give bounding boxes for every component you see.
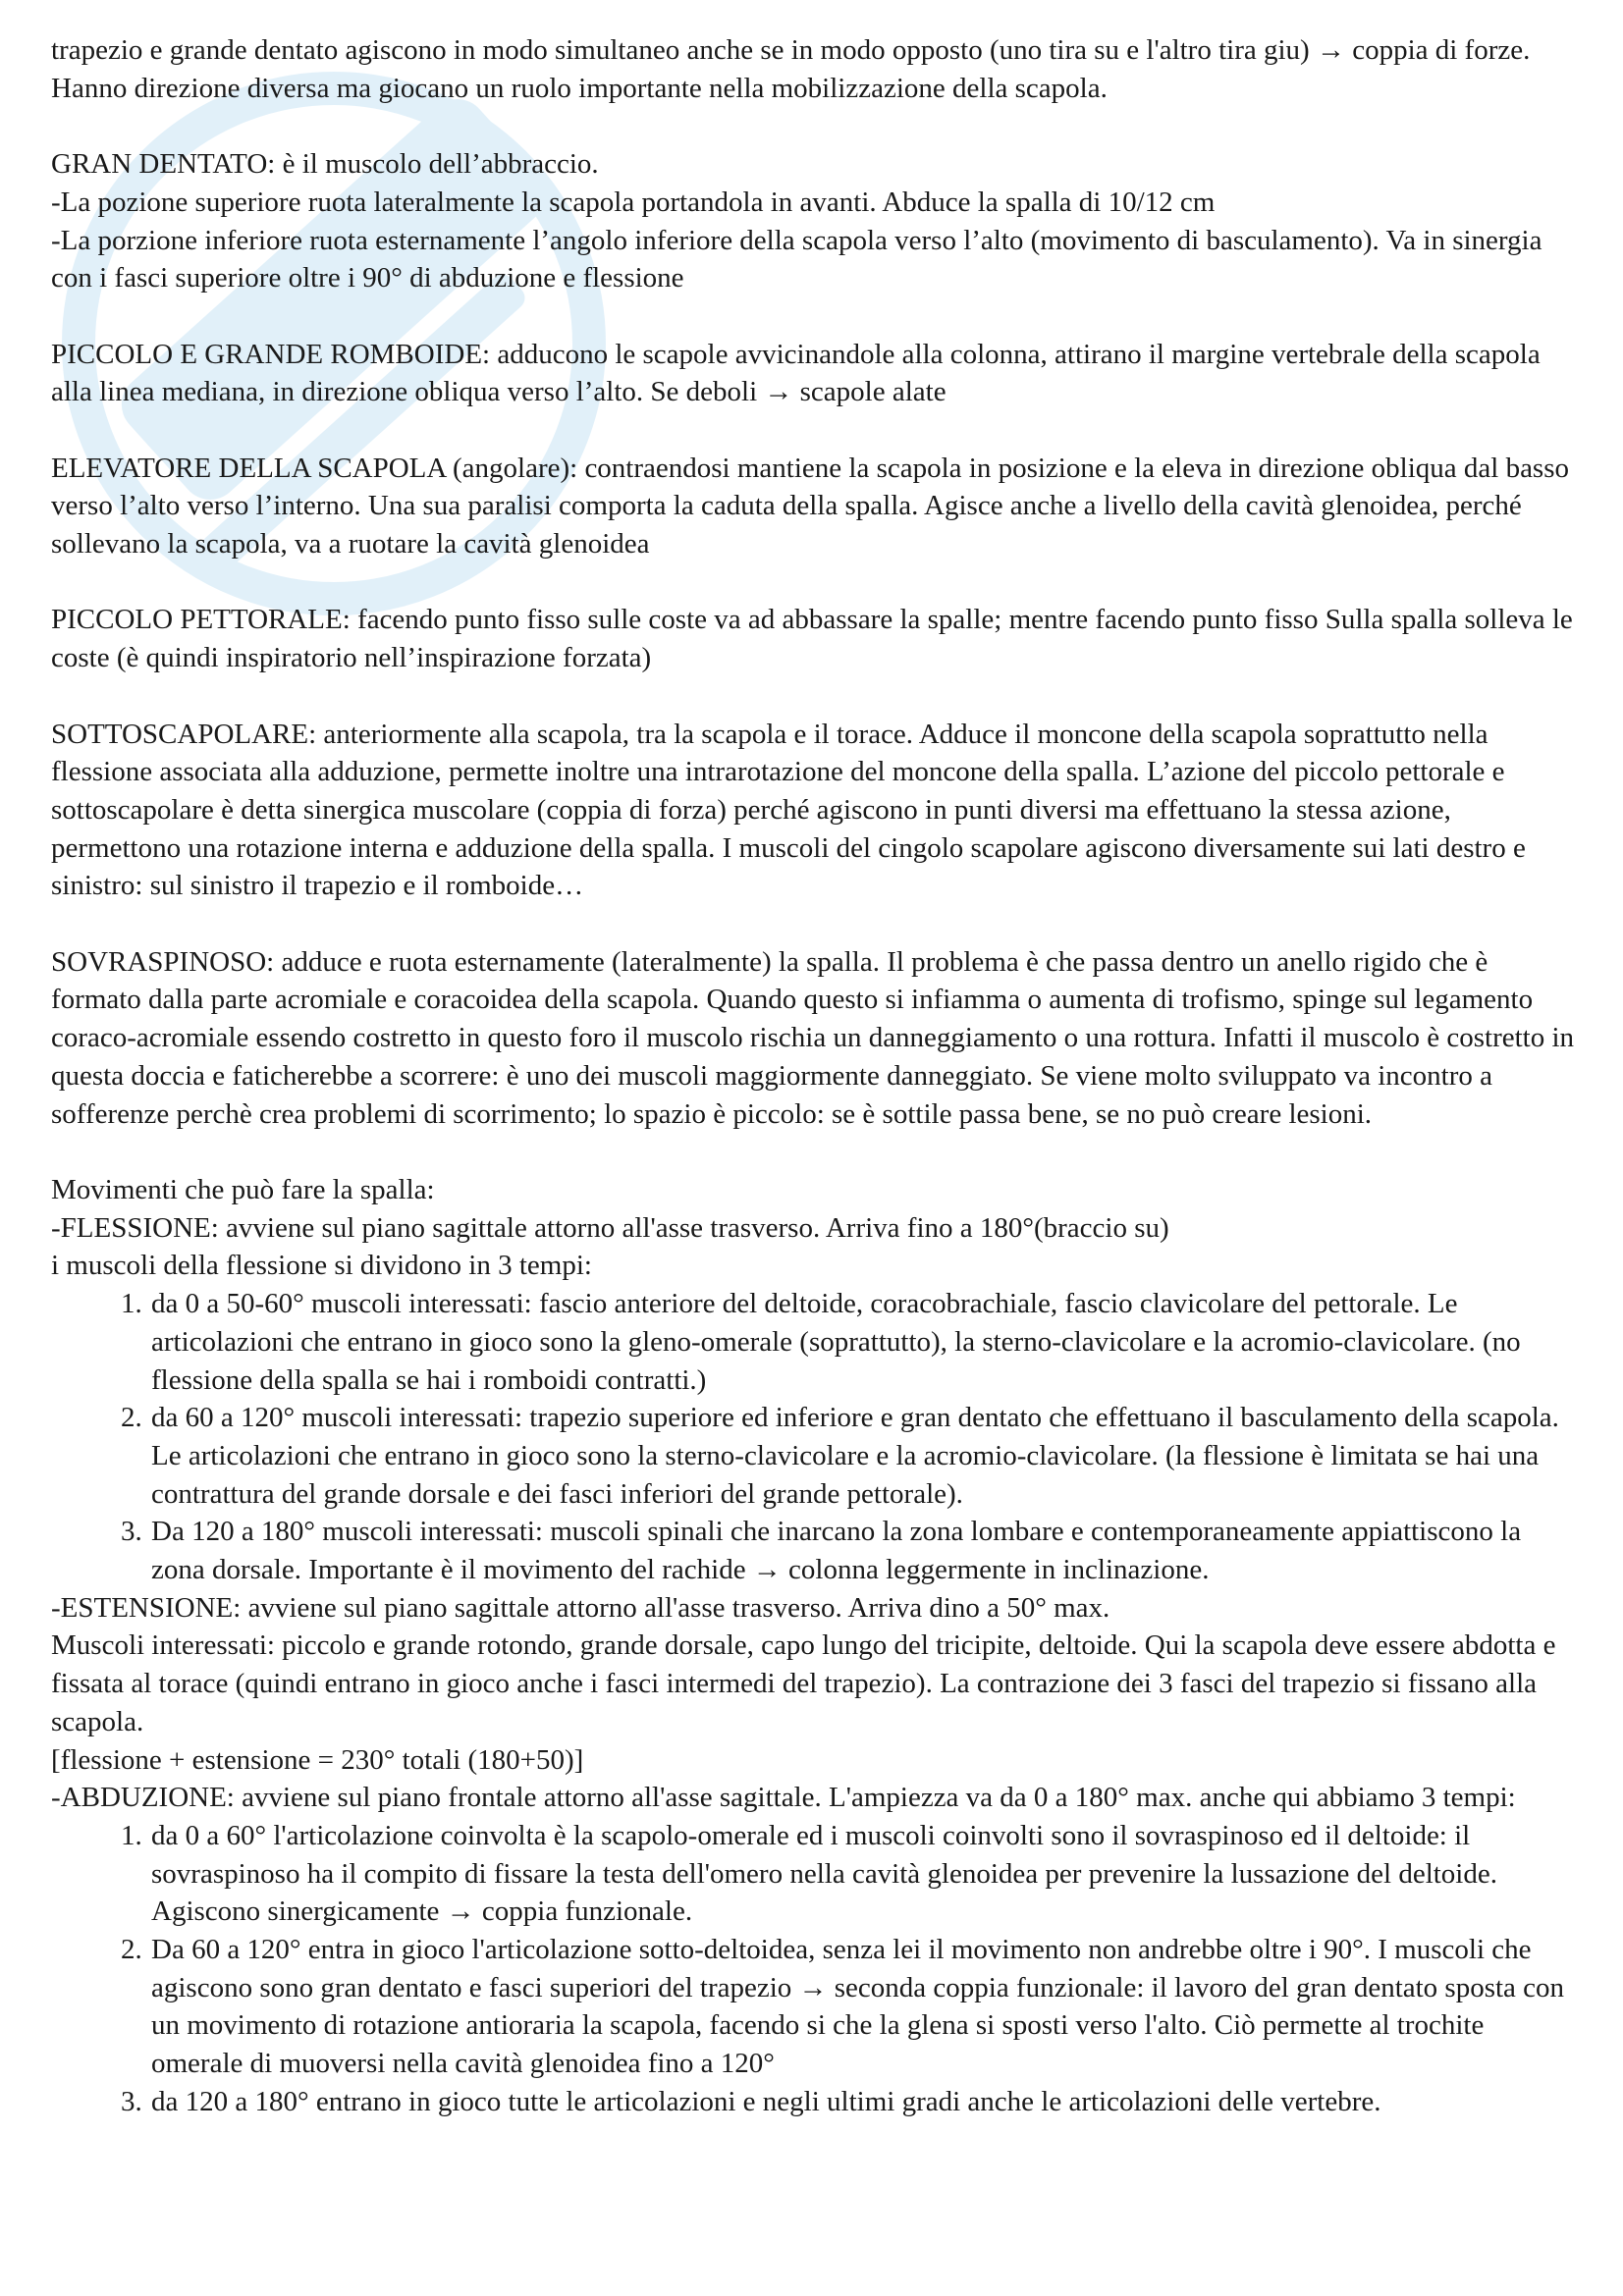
list-item: 1. da 0 a 50-60° muscoli interessati: fascio anteriore del deltoide, coracobrachiale, fascio clavicolare del pettorale. Le articolazioni che entrano in gioco sono la gleno-omerale (soprattutto), la sterno-clavicolare e la acromio-clavicolare. (no flessione della spalla se hai i romboidi contratti.) [149, 1285, 1580, 1399]
gran-dentato-line-2: -La porzione inferiore ruota esternamente l’angolo inferiore della scapola verso l’alto (movimento di basculamento). Va in sinergia con i fasci superiore oltre i 90° di abduzione e flessione [51, 224, 1542, 294]
intro-paragraph: trapezio e grande dentato agiscono in modo simultaneo anche se in modo opposto (uno tira su e l'altro tira giu) → coppia di forze. Hanno direzione diversa ma giocano un ruolo importante nella mobilizzazione della scapola. [51, 34, 1531, 104]
sottoscapolare-paragraph: SOTTOSCAPOLARE: anteriormente alla scapola, tra la scapola e il torace. Adduce il moncone della scapola soprattutto nella flessione associata alla adduzione, permette inoltre una intrarotazione del moncone della spalla. L’azione del piccolo pettorale e sottoscapolare è detta sinergica muscolare (coppia di forza) perché agiscono in punti diversi ma effettuano la stessa azione, permettono una rotazione interna e adduzione della spalla. I muscoli del cingolo scapolare agiscono diversamente sui lati destro e sinistro: sul sinistro il trapezio e il romboide… [51, 718, 1526, 902]
list-item: 3. Da 120 a 180° muscoli interessati: muscoli spinali che inarcano la zona lombare e contemporaneamente appiattiscono la zona dorsale. Importante è il movimento del rachide → colonna leggermente in inclinazione. [149, 1513, 1580, 1588]
piccolo-pettorale-paragraph: PICCOLO PETTORALE: facendo punto fisso sulle coste va ad abbassare la spalle; mentre facendo punto fisso Sulla spalla solleva le coste (è quindi inspiratorio nell’inspirazione forzata) [51, 604, 1573, 674]
estensione-title: -ESTENSIONE: avviene sul piano sagittale attorno all'asse trasverso. Arriva dino a 50° max. [51, 1591, 1110, 1624]
list-item: 3. da 120 a 180° entrano in gioco tutte le articolazioni e negli ultimi gradi anche le articolazioni delle vertebre. [149, 2083, 1580, 2121]
list-item: 2. da 60 a 120° muscoli interessati: trapezio superiore ed inferiore e gran dentato che effettuano il basculamento della scapola. Le articolazioni che entrano in gioco sono la sterno-clavicolare e la acromio-clavicolare. (la flessione è limitata se hai una contrattura del grande dorsale e dei fasci inferiori del grande pettorale). [149, 1399, 1580, 1513]
abduzione-list [51, 1817, 1580, 2121]
list-item: 2. Da 60 a 120° entra in gioco l'articolazione sotto-deltoidea, senza lei il movimento non andrebbe oltre i 90°. I muscoli che agiscono sono gran dentato e fasci superiori del trapezio → seconda coppia funzionale: il lavoro del gran dentato sposta con un movimento di rotazione antioraria la scapola, facendo si che la glena si sposti verso l'alto. Ciò permette al trochite omerale di muoversi nella cavità glenoidea fino a 120° [149, 1931, 1580, 2083]
somma-line: [flessione + estensione = 230° totali (180+50)] [51, 1743, 584, 1776]
flessione-title: -FLESSIONE: avviene sul piano sagittale attorno all'asse trasverso. Arriva fino a 180°(braccio su) [51, 1211, 1169, 1244]
movimenti-heading: Movimenti che può fare la spalla: [51, 1173, 435, 1205]
list-item: 1. da 0 a 60° l'articolazione coinvolta è la scapolo-omerale ed i muscoli coinvolti sono il sovraspinoso ed il deltoide: il sovraspinoso ha il compito di fissare la testa dell'omero nella cavità glenoidea per prevenire la lussazione del deltoide. Agiscono sinergicamente → coppia funzionale. [149, 1817, 1580, 1931]
romboide-paragraph: PICCOLO E GRANDE ROMBOIDE: adducono le scapole avvicinandole alla colonna, attirano il margine vertebrale della scapola alla linea mediana, in direzione obliqua verso l’alto. Se deboli → scapole alate [51, 338, 1541, 408]
gran-dentato-title: GRAN DENTATO: è il muscolo dell’abbraccio. [51, 148, 599, 181]
abduzione-title: -ABDUZIONE: avviene sul piano frontale attorno all'asse sagittale. L'ampiezza va da 0 a 180° max. anche qui abbiamo 3 tempi: [51, 1782, 1516, 1814]
flessione-list [51, 1285, 1580, 1589]
estensione-text: Muscoli interessati: piccolo e grande rotondo, grande dorsale, capo lungo del tricipite, deltoide. Qui la scapola deve essere abdotta e fissata al torace (quindi entrano in gioco anche i fasci intermedi del trapezio). La contrazione dei 3 fasci del trapezio si fissano alla scapola. [51, 1629, 1556, 1737]
gran-dentato-line-1: -La pozione superiore ruota lateralmente la scapola portandola in avanti. Abduce la spalla di 10/12 cm [51, 186, 1216, 218]
flessione-intro: i muscoli della flessione si dividono in 3 tempi: [51, 1250, 592, 1282]
elevatore-paragraph: ELEVATORE DELLA SCAPOLA (angolare): contraendosi mantiene la scapola in posizione e la eleva in direzione obliqua dal basso verso l’alto verso l’interno. Una sua paralisi comporta la caduta della spalla. Agisce anche a livello della cavità glenoidea, perché sollevano la scapola, va a ruotare la cavità glenoidea [51, 452, 1570, 561]
sovraspinoso-paragraph: SOVRASPINOSO: adduce e ruota esternamente (lateralmente) la spalla. Il problema è che passa dentro un anello rigido che è formato dalla parte acromiale e coracoidea della scapola. Quando questo si infiamma o aumenta di trofismo, spinge sul legamento coraco-acromiale essendo costretto in questo foro il muscolo rischia un danneggiamento o una rottura. Infatti il muscolo è costretto in questa doccia e faticherebbe a scorrere: è uno dei muscoli maggiormente danneggiato. Se viene molto sviluppato va incontro a sofferenze perchè crea problemi di scorrimento; lo spazio è piccolo: se è sottile passa bene, se no può creare lesioni. [51, 945, 1575, 1130]
